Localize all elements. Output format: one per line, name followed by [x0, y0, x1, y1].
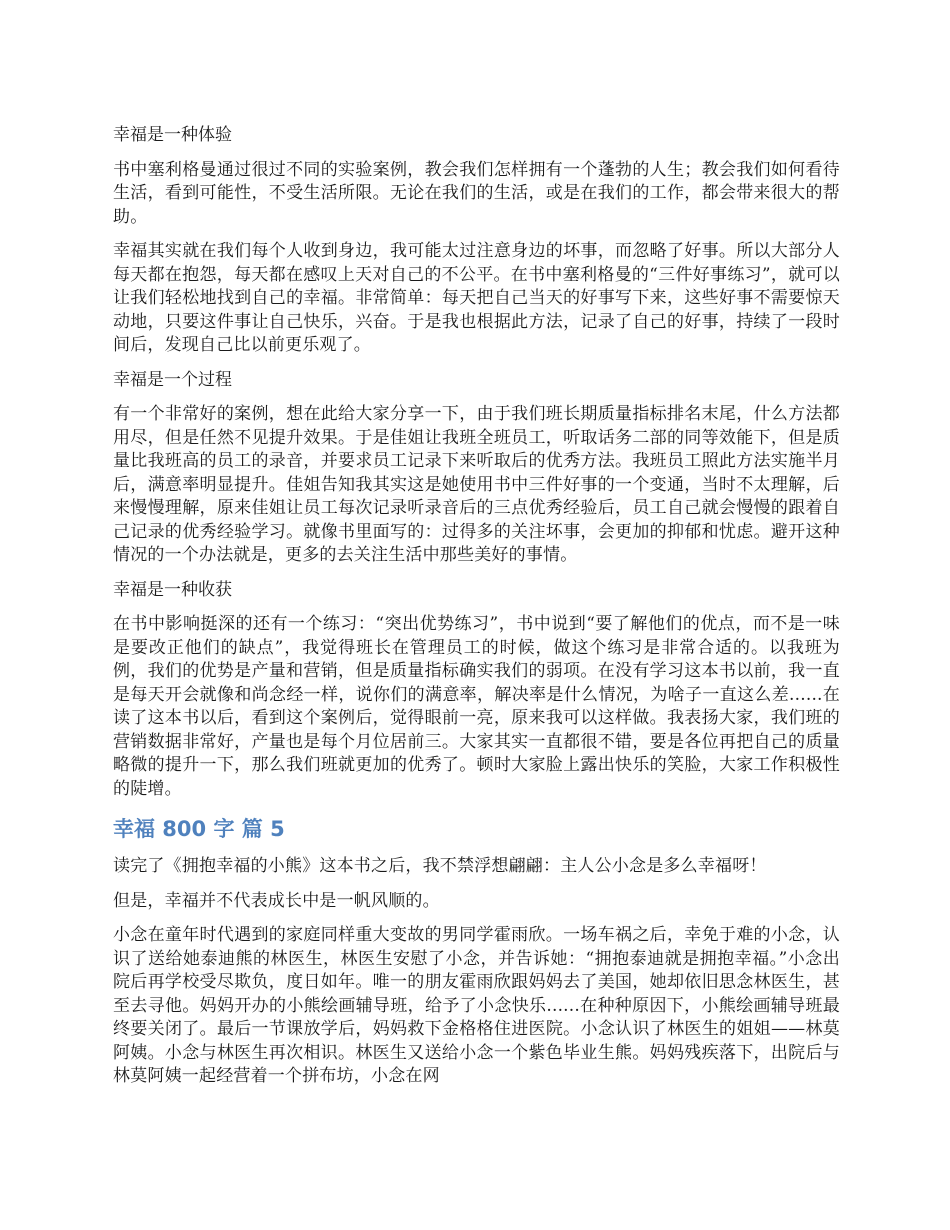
paragraph: 但是，幸福并不代表成长中是一帆风顺的。 [113, 890, 440, 911]
article-title: 幸福 800 字 篇 5 [113, 817, 285, 841]
paragraph: 小念在童年时代遇到的家庭同样重大变故的男同学霍雨欣。一场车祸之后，幸免于难的小念，认识了送给她泰迪熊的林医生，林医生安慰了小念，并告诉她：“拥抱泰迪就是拥抱幸福。”小念出院后再学校受尽欺负，度日如年。唯一的朋友霍雨欣跟妈妈去了美国，她却依旧思念林医生，甚至去寻他。妈妈开办的小熊绘画辅导班，给予了小念快乐......在种种原因下，小熊绘画辅导班最终要关闭了。最后一节课放学后，妈妈救下金格格住进医院。小念认识了林医生的姐姐——林莫阿姨。小念与林医生再次相识。林医生又送给小念一个紫色毕业生熊。妈妈残疾落下，出院后与林莫阿姨一起经营着一个拼布坊，小念在网 [113, 925, 840, 1086]
document-page [113, 124, 840, 1100]
paragraph: 有一个非常好的案例，想在此给大家分享一下，由于我们班长期质量指标排名末尾，什么方法都用尽，但是任然不见提升效果。于是佳姐让我班全班员工，听取话务二部的同等效能下，但是质量比我班高的员工的录音，并要求员工记录下来听取后的优秀方法。我班员工照此方法实施半月后，满意率明显提升。佳姐告知我其实这是她使用书中三件好事的一个变通，当时不太理解，后来慢慢理解，原来佳姐让员工每次记录听录音后的三点优秀经验后，员工自己就会慢慢的跟着自己记录的优秀经验学习。就像书里面写的：过得多的关注坏事，会更加的抑郁和忧虑。避开这种情况的一个办法就是，更多的去关注生活中那些美好的事情。 [113, 404, 840, 565]
paragraph: 在书中影响挺深的还有一个练习：“突出优势练习”，书中说到“要了解他们的优点，而不是一味是要改正他们的缺点”，我觉得班长在管理员工的时候，做这个练习是非常合适的。以我班为例，我们的优势是产量和营销，但是质量指标确实我们的弱项。在没有学习这本书以前，我一直是每天开会就像和尚念经一样，说你们的满意率，解决率是什么情况，为啥子一直这么差......在读了这本书以后，看到这个案例后，觉得眼前一亮，原来我可以这样做。我表扬大家，我们班的营销数据非常好，产量也是每个月位居前三。大家其实一直都很不错，要是各位再把自己的质量略微的提升一下，那么我们班就更加的优秀了。顿时大家脸上露出快乐的笑脸，大家工作积极性的陡增。 [113, 614, 840, 799]
section-heading-harvest: 幸福是一种收获 [113, 579, 232, 600]
paragraph: 幸福其实就在我们每个人收到身边，我可能太过注意身边的坏事，而忽略了好事。所以大部分人每天都在抱怨，每天都在感叹上天对自己的不公平。在书中塞利格曼的“三件好事练习”，就可以让我们轻松地找到自己的幸福。非常简单：每天把自己当天的好事写下来，这些好事不需要惊天动地，只要这件事让自己快乐，兴奋。于是我也根据此方法，记录了自己的好事，持续了一段时间后，发现自己比以前更乐观了。 [113, 241, 840, 355]
paragraph: 读完了《拥抱幸福的小熊》这本书之后，我不禁浮想翩翩：主人公小念是多么幸福呀！ [113, 856, 767, 876]
paragraph: 书中塞利格曼通过很过不同的实验案例，教会我们怎样拥有一个蓬勃的人生；教会我们如何看待生活，看到可能性，不受生活所限。无论在我们的生活，或是在我们的工作，都会带来很大的帮助。 [113, 159, 840, 227]
section-heading-experience: 幸福是一种体验 [113, 125, 232, 145]
section-heading-process: 幸福是一个过程 [113, 369, 232, 390]
